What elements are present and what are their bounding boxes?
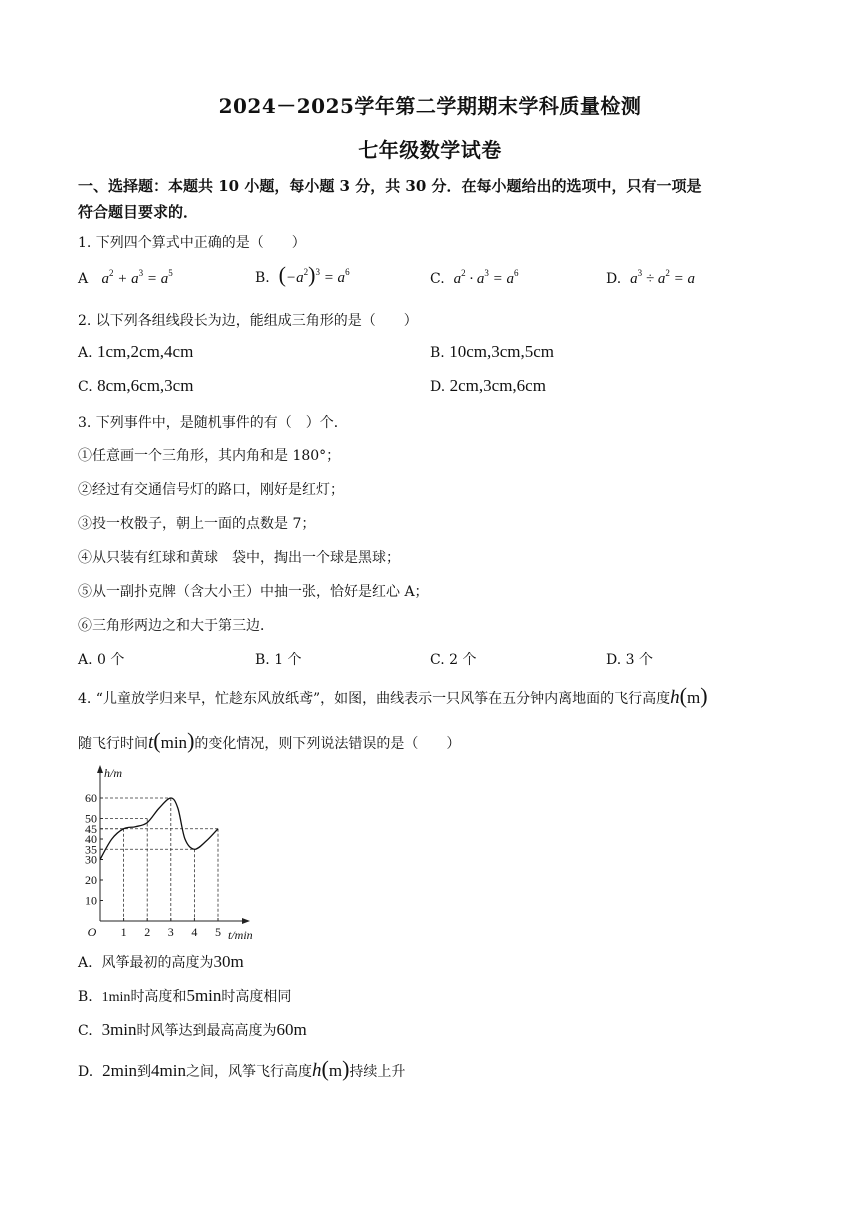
section-heading-line1: 一、选择题：本题共 10 小题，每小题 3 分，共 30 分．在每小题给出的选项中，只有一项是 (78, 177, 702, 195)
y-axis-arrow (97, 765, 103, 773)
q2-option-b (430, 342, 554, 362)
y-tick-label: 20 (85, 873, 97, 887)
q4-stem-var-h: h (670, 687, 680, 708)
q4-stem-text1: 4. “儿童放学归来早，忙趁东风放纸鸢”，如图，曲线表示一只风筝在五分钟内离地面的飞行高度 (78, 691, 671, 707)
q1-option-c-label: C. (430, 271, 445, 287)
q4-option-d-text-a: 到 (137, 1064, 152, 1080)
q2-option-a-text: 1cm,2cm,4cm (97, 342, 194, 361)
section-heading-line2: 符合题目要求的． (78, 203, 199, 221)
kite-height-chart (80, 762, 270, 944)
q4-option-d-unit-m: m (328, 1061, 343, 1080)
q3-item-4: ④从只装有红球和黄球 袋中，掏出一个球是黑球； (78, 550, 400, 566)
q1-option-b-label: B. (255, 270, 270, 286)
q2-option-c-label: C. (78, 379, 93, 395)
q4-option-a-value: 30m (213, 952, 244, 971)
q2-option-a (78, 342, 193, 362)
q4-stem-unit-min: min (160, 733, 188, 752)
q4-option-d-var-h: h (312, 1060, 322, 1081)
q4-option-d-text-b: 之间，风筝飞行高度 (186, 1064, 312, 1080)
q1-stem: 1. 下列四个算式中正确的是（ ） (78, 235, 306, 251)
q4-option-c-value-b: 60m (276, 1020, 307, 1039)
q4-option-c-text: 时风筝达到最高高度为 (136, 1023, 277, 1039)
q1-option-a-label: A (78, 271, 89, 287)
q3-item-1: ①任意画一个三角形，其内角和是 180°； (78, 448, 341, 464)
q4-stem-unit-m: m (686, 688, 701, 707)
exam-title: 2024－2025学年第二学期期末学科质量检测 (218, 94, 642, 118)
q1-option-a-expr: $a^2 + a^3 = a^5$ (101, 268, 173, 287)
q4-option-b-value-b: 5min (186, 986, 222, 1005)
q3-item-5: ⑤从一副扑克牌（含大小王）中抽一张，恰好是红心 A； (78, 584, 429, 600)
q4-option-b-label: B. (78, 989, 93, 1005)
y-tick-label: 50 (85, 811, 97, 826)
q4-option-c-value-a: 3min (101, 1020, 137, 1039)
q4-stem-var-t: t (148, 732, 154, 753)
q3-item-6: ⑥三角形两边之和大于第三边． (78, 618, 274, 634)
origin-label: O (87, 925, 97, 939)
q3-item-3: ③投一枚骰子，朝上一面的点数是 7； (78, 516, 316, 532)
q4-option-d-label: D. (78, 1064, 94, 1080)
q3-option-b: B. 1 个 (255, 652, 302, 668)
q2-option-a-label: A. (78, 345, 93, 361)
q1-option-d-label: D. (606, 271, 622, 287)
q4-option-d: D. 2min到4min之间，风筝飞行高度h(m)持续上升 (78, 1056, 406, 1081)
y-tick-label: 10 (85, 893, 97, 908)
q4-option-c-label: C. (78, 1023, 93, 1039)
y-tick-label: 45 (85, 821, 97, 836)
q1-option-c (430, 268, 518, 288)
y-tick-label: 40 (85, 832, 97, 846)
x-tick-label: 2 (144, 925, 151, 939)
q4-stem-line1: 4. “儿童放学归来早，忙趁东风放纸鸢”，如图，曲线表示一只风筝在五分钟内离地面的飞行高度h(m) (78, 683, 708, 708)
q4-option-a-text: 风筝最初的高度为 (101, 955, 214, 971)
x-tick-label: 5 (215, 925, 221, 939)
q4-option-c (78, 1020, 307, 1040)
x-tick-label: 3 (167, 925, 174, 939)
q2-option-d (430, 376, 546, 396)
q1-option-c-expr: $a^2 \cdot a^3 = a^6$ (453, 268, 519, 287)
q4-stem-text2b: 的变化情况，则下列说法错误的是（ ） (194, 736, 461, 752)
q4-option-a (78, 952, 244, 972)
q2-option-d-text: 2cm,3cm,6cm (449, 376, 546, 395)
x-tick-label: 1 (120, 925, 127, 939)
y-axis-label: h/m (104, 766, 122, 780)
x-axis-label: t/min (228, 928, 253, 942)
q4-stem-text2a: 随飞行时间 (78, 736, 148, 752)
x-axis-arrow (242, 918, 250, 924)
q1-option-d (606, 268, 695, 288)
q2-option-d-label: D. (430, 379, 446, 395)
q2-option-c-text: 8cm,6cm,3cm (97, 376, 194, 395)
q3-item-2: ②经过有交通信号灯的路口，刚好是红灯； (78, 482, 344, 498)
q4-option-a-label: A. (78, 955, 93, 971)
exam-subtitle: 七年级数学试卷 (358, 138, 502, 162)
q1-option-b (255, 262, 350, 288)
q1-option-b-expr: $(-a^2)^3 = a^6$ (278, 262, 350, 287)
q2-option-c (78, 376, 193, 396)
q2-option-b-label: B. (430, 345, 445, 361)
q4-option-b-value-a: 1min (101, 990, 131, 1005)
q2-option-b-text: 10cm,3cm,5cm (449, 342, 555, 361)
q4-option-b-text-b: 时高度相同 (221, 989, 292, 1005)
q3-stem: 3. 下列事件中，是随机事件的有（ ）个． (78, 415, 348, 431)
q4-option-b-text-a: 时高度和 (130, 989, 187, 1005)
q4-option-d-value-b: 4min (151, 1061, 186, 1080)
q3-option-d: D. 3 个 (606, 652, 653, 668)
q3-option-c: C. 2 个 (430, 652, 477, 668)
q4-stem-line2: 随飞行时间t(min)的变化情况，则下列说法错误的是（ ） (78, 728, 461, 753)
q1-option-d-expr: $a^3 \div a^2 = a$ (630, 268, 695, 287)
y-tick-label: 35 (85, 842, 97, 857)
q4-option-d-text-c: 持续上升 (349, 1064, 406, 1080)
q3-option-a: A. 0 个 (78, 652, 125, 668)
y-tick-label: 60 (85, 791, 97, 805)
q4-option-d-value-a: 2min (102, 1061, 138, 1080)
q1-option-a (78, 268, 173, 288)
q4-option-b (78, 986, 291, 1006)
q2-stem: 2. 以下列各组线段长为边，能组成三角形的是（ ） (78, 313, 418, 329)
y-tick-label: 30 (85, 852, 97, 867)
x-tick-label: 4 (191, 925, 198, 939)
